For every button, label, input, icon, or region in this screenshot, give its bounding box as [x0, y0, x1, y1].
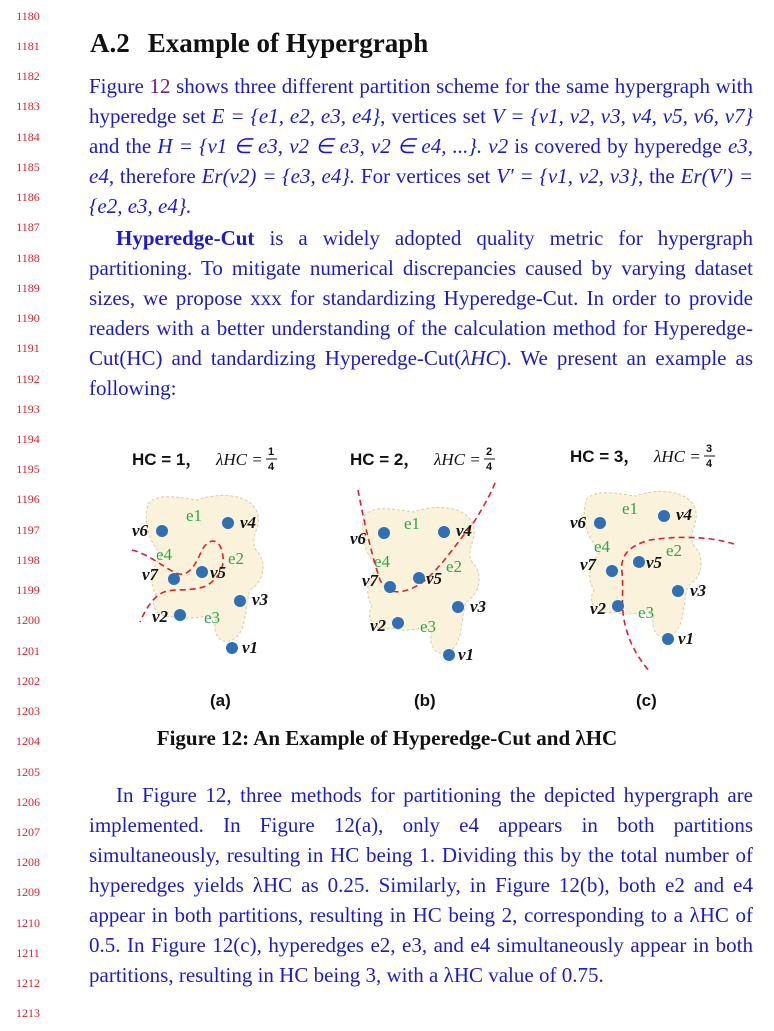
panel-b-lambda: λHC =	[434, 450, 481, 469]
math-e3-e4: e3, e4	[89, 134, 754, 188]
vertex-v1	[443, 649, 455, 661]
line-number: 1184	[16, 130, 40, 144]
vertex-v6	[378, 527, 390, 539]
vertex-v7	[384, 581, 396, 593]
math-h-set: H = {v1 ∈ e3, v2 ∈ e3, v2 ∈ e4, ...}.	[157, 134, 483, 158]
label-v5: v5	[646, 553, 663, 572]
line-number: 1209	[16, 885, 40, 899]
line-number: 1194	[16, 432, 40, 446]
vertex-v6	[594, 517, 606, 529]
section-number: A.2	[90, 28, 130, 58]
label-v1: v1	[678, 629, 695, 648]
text-e: , therefore	[108, 164, 196, 188]
line-number: 1210	[16, 916, 40, 930]
label-v1: v1	[242, 638, 259, 657]
line-number: 1201	[16, 644, 40, 658]
panel-c-letter: (c)	[636, 691, 657, 710]
panel-a	[132, 446, 277, 710]
panel-b-den: 4	[486, 461, 493, 473]
line-number: 1213	[16, 1006, 40, 1020]
text-a: shows three different partition scheme for the same hypergraph with hyperedge set	[89, 74, 754, 128]
line-number: 1181	[16, 39, 40, 53]
vertex-v4	[222, 517, 234, 529]
label-v2: v2	[590, 599, 607, 618]
label-e1: e1	[622, 499, 639, 518]
line-number: 1205	[16, 765, 40, 779]
vertex-v1	[226, 642, 238, 654]
section-title: Example of Hypergraph	[147, 28, 429, 58]
label-v4: v4	[456, 521, 473, 540]
line-number: 1207	[16, 825, 40, 839]
panel-c-hc: HC = 3，	[570, 447, 641, 466]
label-v1: v1	[458, 645, 475, 664]
vertex-v5	[196, 566, 208, 578]
line-number: 1195	[16, 462, 40, 476]
label-v7: v7	[580, 555, 597, 574]
math-vprime: V′ = {v1, v2, v3}	[496, 164, 638, 188]
math-v2: v2	[488, 134, 509, 158]
line-number: 1211	[16, 946, 40, 960]
vertex-v3	[234, 595, 246, 607]
math-vertex-set: V = {v1, v2, v3, v4, v5, v6, v7}	[491, 104, 753, 128]
line-number: 1186	[16, 190, 40, 204]
panel-b-num: 2	[486, 446, 493, 458]
line-number: 1192	[16, 372, 40, 386]
vertex-v2	[174, 609, 186, 621]
figure-ref-link[interactable]: 12	[149, 74, 171, 98]
label-v7: v7	[142, 565, 159, 584]
line-number: 1189	[16, 281, 40, 295]
line-number: 1191	[16, 341, 40, 355]
text-d: is covered by hyperedge	[514, 134, 722, 158]
label-e3: e3	[204, 608, 221, 627]
line-number: 1208	[16, 855, 40, 869]
math-edge-set: E = {e1, e2, e3, e4}	[211, 104, 381, 128]
vertex-v2	[612, 600, 624, 612]
line-number: 1190	[16, 311, 40, 325]
vertex-v5	[413, 572, 425, 584]
line-number: 1187	[16, 220, 40, 234]
label-v5: v5	[210, 563, 227, 582]
line-number: 1185	[16, 160, 40, 174]
paragraph-explanation	[89, 780, 753, 990]
figure-caption: Figure 12: An Example of Hyperedge-Cut and λHC	[156, 726, 618, 750]
line-number: 1182	[16, 69, 40, 83]
vertex-v2	[392, 617, 404, 629]
panel-b-hc: HC = 2，	[350, 450, 421, 469]
panel-b-letter: (b)	[414, 691, 436, 710]
label-v3: v3	[252, 590, 269, 609]
vertex-v7	[606, 565, 618, 577]
panel-a-lambda: λHC =	[216, 450, 263, 469]
label-e4: e4	[374, 552, 391, 571]
label-v6: v6	[350, 529, 367, 548]
vertex-v6	[156, 525, 168, 537]
para2-text: is a widely adopted quality metric for hypergraph partitioning. To mitigate numerical discrepancies caused by varying dataset sizes, we propose xxx for standardizing Hyperedge-Cut. In order to provide readers with a better understanding of the calculation method for Hyperedge-Cut(HC) and tandardizing Hyperedge-Cut(	[89, 226, 754, 370]
line-number: 1203	[16, 704, 40, 718]
line-number: 1202	[16, 674, 40, 688]
line-number: 1180	[16, 9, 40, 23]
line-number: 1193	[16, 402, 40, 416]
panel-a-den: 4	[268, 461, 275, 473]
label-v6: v6	[570, 513, 587, 532]
label-v4: v4	[240, 513, 257, 532]
line-number: 1188	[16, 251, 40, 265]
vertex-v4	[658, 510, 670, 522]
label-e1: e1	[186, 506, 203, 525]
panel-a-num: 1	[268, 446, 275, 458]
line-number: 1198	[16, 553, 40, 567]
line-number: 1183	[16, 99, 40, 113]
vertex-v4	[438, 526, 450, 538]
line-number: 1204	[16, 734, 40, 748]
label-v3: v3	[690, 581, 707, 600]
line-number: 1196	[16, 492, 40, 506]
label-e3: e3	[420, 617, 437, 636]
section-heading	[90, 28, 428, 59]
paragraph-definitions	[89, 71, 753, 221]
panel-c-den: 4	[706, 458, 713, 470]
math-lambda-hc: λHC	[461, 346, 500, 370]
line-number: 1212	[16, 976, 40, 990]
figure-word: Figure	[89, 74, 144, 98]
label-e4: e4	[156, 545, 173, 564]
label-e3: e3	[638, 603, 655, 622]
text-c: and the	[89, 134, 152, 158]
label-v7: v7	[362, 571, 379, 590]
label-e1: e1	[404, 514, 421, 533]
panel-b	[350, 446, 496, 710]
math-er-v2: Er(v2) = {e3, e4}.	[201, 164, 356, 188]
text-b: , vertices set	[380, 104, 486, 128]
label-v3: v3	[470, 597, 487, 616]
label-v4: v4	[676, 505, 693, 524]
vertex-v7	[168, 573, 180, 585]
line-number: 1197	[16, 523, 40, 537]
text-g: , the	[638, 164, 675, 188]
panel-c	[570, 443, 734, 710]
label-e2: e2	[666, 541, 683, 560]
label-e4: e4	[594, 537, 611, 556]
vertex-v3	[452, 601, 464, 613]
label-e2: e2	[228, 549, 245, 568]
label-v2: v2	[370, 616, 387, 635]
para2-end: ). We present an example as following:	[89, 346, 753, 400]
panel-a-hc: HC = 1，	[132, 450, 203, 469]
label-v5: v5	[426, 569, 443, 588]
line-number: 1206	[16, 795, 40, 809]
paragraph-hyperedge-cut	[89, 223, 753, 403]
label-e2: e2	[446, 557, 463, 576]
panel-a-letter: (a)	[210, 691, 231, 710]
term-hyperedge-cut: Hyperedge-Cut	[116, 226, 255, 250]
panel-c-lambda: λHC =	[654, 447, 701, 466]
panel-c-num: 3	[706, 443, 713, 455]
text-f: For vertices set	[360, 164, 491, 188]
vertex-v3	[672, 585, 684, 597]
vertex-v1	[662, 633, 674, 645]
math-er-vprime: Er(V′) = {e2, e3, e4}.	[89, 164, 754, 218]
line-number: 1199	[16, 583, 40, 597]
vertex-v5	[633, 556, 645, 568]
label-v2: v2	[152, 607, 169, 626]
label-v6: v6	[132, 521, 149, 540]
hypergraph-figure	[118, 432, 758, 720]
para3-text: In Figure 12, three methods for partitioning the depicted hypergraph are implemented. In Figure 12(a), only e4 appears in both partitions simultaneously, resulting in HC being 1. Dividing this by the total number of hyperedges yields λHC as 0.25. Similarly, in Figure 12(b), both e2 and e4 appear in both partitions, resulting in HC being 2, corresponding to a λHC of 0.5. In Figure 12(c), hyperedges e2, e3, and e4 simultaneously appear in both partitions, resulting in HC being 3, with a λHC value of 0.75.	[89, 783, 753, 987]
line-number: 1200	[16, 613, 40, 627]
